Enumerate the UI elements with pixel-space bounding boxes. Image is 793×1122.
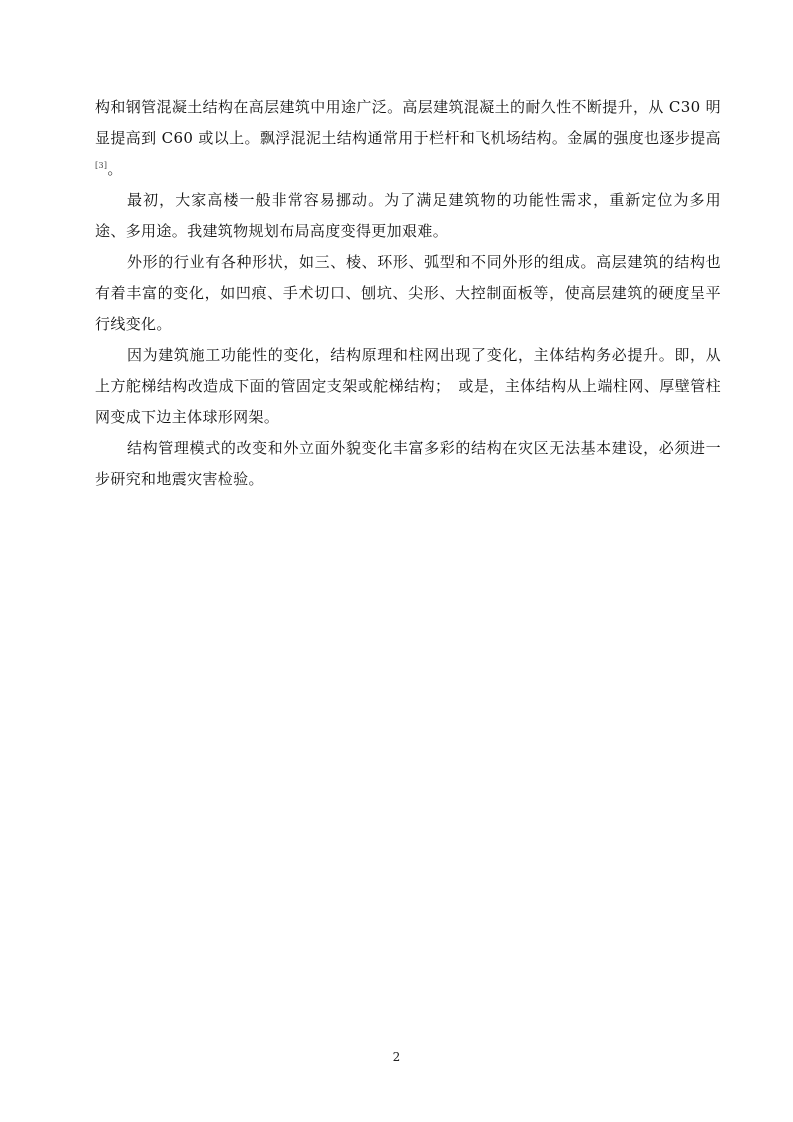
paragraph-3: 外形的行业有各种形状，如三、棱、环形、弧型和不同外形的组成。高层建筑的结构也有着丰富的变化，如凹痕、手术切口、刨坑、尖形、大控制面板等，使高层建筑的硬度呈平行线变化。 [95, 253, 721, 333]
paragraph-2: 最初，大家高楼一般非常容易挪动。为了满足建筑物的功能性需求，重新定位为多用途、多用途。我建筑物规划布局高度变得更加艰难。 [95, 191, 721, 240]
paragraph-1-end: 。 [107, 160, 123, 178]
paragraph-4: 因为建筑施工功能性的变化，结构原理和柱网出现了变化，主体结构务必提升。即，从上方舵梯结构改造成下面的管固定支架或舵梯结构； 或是，主体结构从上端柱网、厚壁管柱网变成下边主体球形网架。 [95, 346, 721, 426]
paragraph-1 [95, 92, 721, 185]
page-number: 2 [392, 1050, 401, 1064]
citation-reference: [3] [95, 161, 108, 170]
paragraph-5: 结构管理模式的改变和外立面外貌变化丰富多彩的结构在灾区无法基本建设，必须进一步研究和地震灾害检验。 [95, 439, 721, 488]
body-text [95, 92, 721, 495]
paragraph-1-text: 构和钢管混凝土结构在高层建筑中用途广泛。高层建筑混凝土的耐久性不断提升，从 C30 明显提高到 C60 或以上。飘浮混泥土结构通常用于栏杆和飞机场结构。金属的强度也逐步提高 [95, 98, 721, 147]
